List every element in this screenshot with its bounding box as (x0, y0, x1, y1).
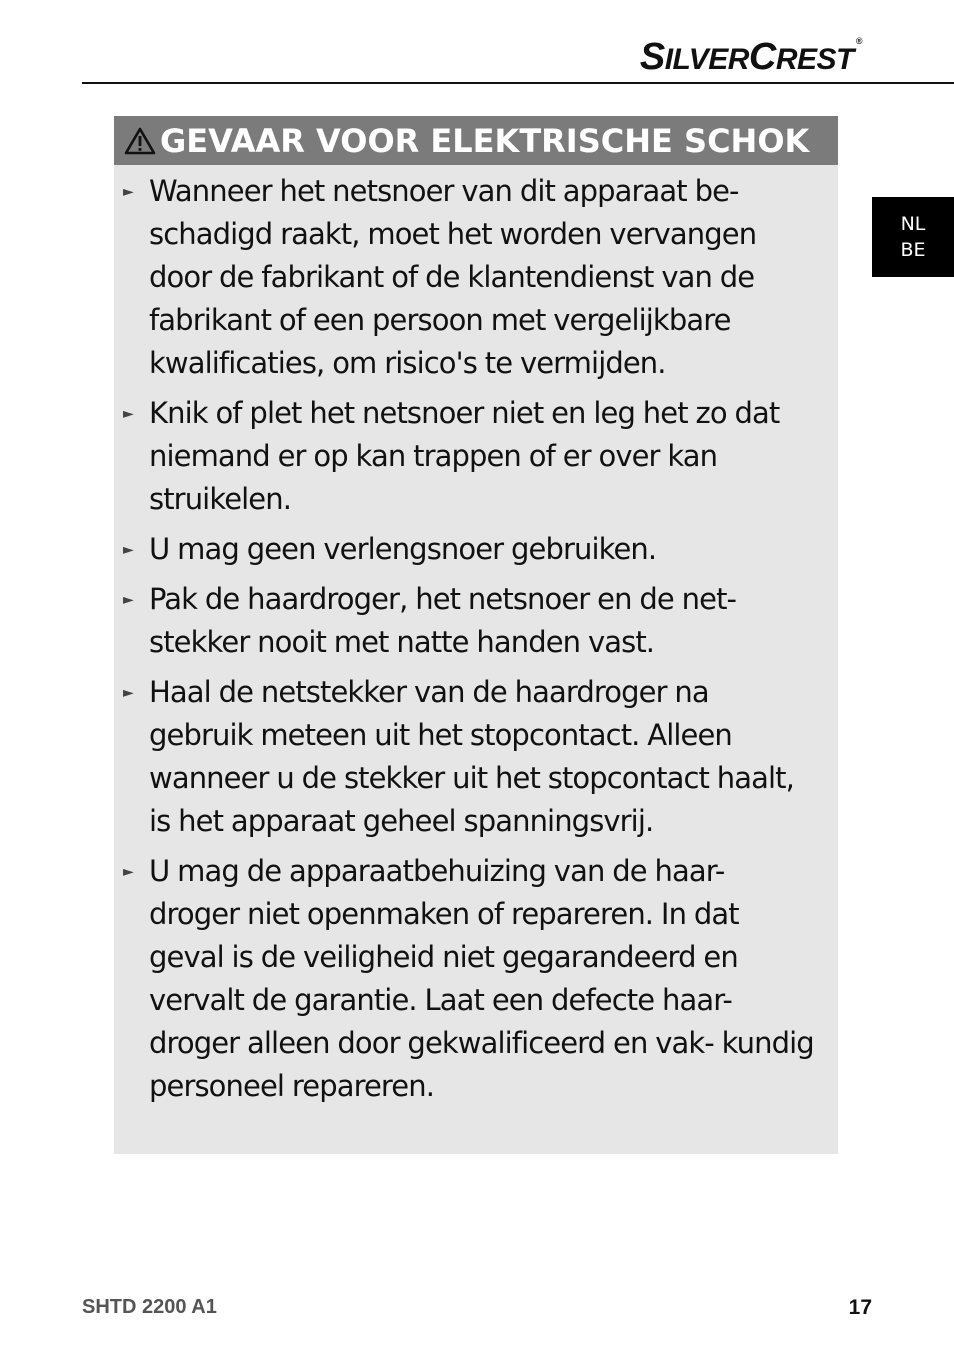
language-tab-nl: NL (900, 213, 926, 235)
silvercrest-logo: SILVERCREST® (639, 36, 862, 78)
language-tab-be: BE (900, 239, 926, 261)
footer-model: SHTD 2200 A1 (82, 1296, 217, 1318)
list-item: ► Wanneer het netsnoer van dit apparaat be- schadigd raakt, moet het worden vervangen door de fabrikant of de klantendienst van de fabrikant of een persoon met vergelijkbare kwalificaties, om risico's te vermijden. (114, 170, 838, 385)
bullet-arrow-icon: ► (123, 406, 133, 422)
page-number: 17 (848, 1296, 872, 1319)
list-item: ► U mag geen verlengsnoer gebruiken. (114, 528, 838, 571)
warning-header (114, 116, 838, 165)
header-rule (82, 82, 954, 84)
list-item: ► Haal de netstekker van de haardroger na gebruik meteen uit het stopcontact. Alleen wanneer u de stekker uit het stopcontact haalt, is het apparaat geheel spanningsvrij. (114, 671, 838, 843)
bullet-arrow-icon: ► (123, 864, 133, 880)
list-item: ► U mag de apparaatbehuizing van de haar- droger niet openmaken of repareren. In dat geval is de veiligheid niet gegarandeerd en vervalt de garantie. Laat een defecte haar- droger alleen door gekwalificeerd en vak- kundig personeel repareren. (114, 850, 838, 1108)
list-item: ► Pak de haardroger, het netsnoer en de net- stekker nooit met natte handen vast. (114, 578, 838, 664)
bullet-arrow-icon: ► (123, 685, 133, 701)
bullet-arrow-icon: ► (123, 592, 133, 608)
warning-title: GEVAAR VOOR ELEKTRISCHE SCHOK (160, 121, 810, 160)
warning-list (114, 165, 838, 1108)
warning-triangle-icon (124, 127, 156, 155)
bullet-arrow-icon: ► (123, 542, 133, 558)
list-item: ► Knik of plet het netsnoer niet en leg het zo dat niemand er op kan trappen of er over kan struikelen. (114, 392, 838, 521)
language-tab (872, 197, 954, 277)
warning-box (114, 116, 838, 1154)
bullet-arrow-icon: ► (123, 184, 133, 200)
